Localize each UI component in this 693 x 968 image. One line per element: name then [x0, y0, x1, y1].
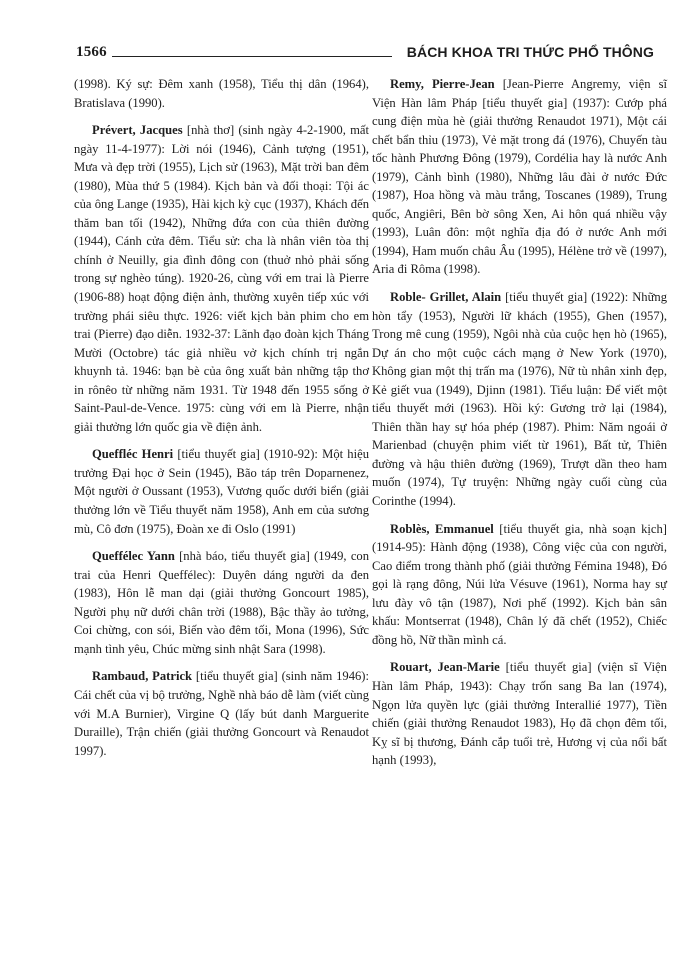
entry-headword: Rouart, Jean-Marie [390, 660, 500, 675]
entry-headword: Queffléc Henri [92, 447, 174, 462]
entry-headword: Rambaud, Patrick [92, 669, 193, 684]
entry-prevert [74, 121, 369, 436]
entry-body: [Jean-Pierre Angremy, viện sĩ Viện Hàn lâm Pháp [tiểu thuyết gia] (1937): Cướp phá cung điện mùa hè (giải thưởng Renaudot 1971), Một cái chết bẩn thỉu (1973), Vẻ mặt trong đá (1976), Chuyến tàu tốc hành Phương Đông (1979), Cordélia hay là nước Anh (1979), Cảnh bình (1980), Những lâu đài ở nước Đức (1987), Hoa hồng và màu trắng, Toscanes (1989), Trung quốc, Angiêri, Bên bờ sông Xen, Ai hôn quá nhiều vậy (1993), Luân đôn: một nghĩa địa đó ở nước Anh mới (1994), Ham muốn châu Âu (1995), Hélène trở về (1997), Aria đi Rôma (1998). [372, 77, 667, 277]
entry-remy [372, 75, 667, 279]
entry-queffelec-henri [74, 445, 369, 538]
right-column [372, 75, 667, 770]
entry-headword: Roble- Grillet, Alain [390, 290, 502, 305]
entry-robbe-grillet [372, 288, 667, 511]
entry-rambaud [74, 667, 369, 760]
running-title: BÁCH KHOA TRI THỨC PHỔ THÔNG [406, 44, 654, 60]
header-rule [112, 56, 392, 57]
entry-headword: Remy, Pierre-Jean [390, 77, 495, 91]
entry-body: [tiểu thuyết gia] (viện sĩ Viện Hàn lâm Pháp, 1943): Chạy trốn sang Ba lan (1974), Ngọn lửa quyền lực (giải thưởng Interallié 1977), Tiền chiến (giải thưởng Renaudot 1983), Họ đã chọn đêm tối, Kỵ sĩ bị thương, Đánh cắp tuổi trẻ, Hương vị của nổi bất hạnh (1993), [372, 660, 667, 768]
entry-rouart [372, 658, 667, 769]
entry-body: (1998). Ký sự: Đêm xanh (1958), Tiểu thị dân (1964), Bratislava (1990). [74, 77, 369, 110]
running-header [76, 44, 654, 66]
page-number: 1566 [76, 44, 107, 60]
entry-body: [tiểu thuyết gia] (sinh năm 1946): Cái chết của vị bộ trưởng, Nghề nhà báo dễ làm (viết cùng với M.A Burnier), Virgine Q (lấy bút danh Marguerite Duraille), Trận chiến (giải thưởng Goncourt và Renaudot 1997). [74, 669, 370, 758]
entry-body: [tiểu thuyết gia] (1922): Những hòn tẩy (1953), Người lữ khách (1955), Ghen (1957), Trong mê cung (1959), Ngôi nhà của cuộc hẹn hò (1965), Dự án cho một cuộc cách mạng ở New York (1970), Không gian một thị trấn ma (1976), Nữ tù nhân xinh đẹp, Kẻ giết vua (1949), Djinn (1981). Tiểu luận: Để viết một tiểu thuyết mới (1963). Hồi ký: Gương trở lại (1984), Thiên thần hay sự hóa phép (1987). Phim: Năm ngoái ở Marienbad (chuyện phim viết từ 1961), Bất tử, Thiên đường và hậu thiên đường (1969), Trượt dần theo ham muốn (1974), Tự truyện: Những ngày cuối cùng của Corinthe (1994). [372, 290, 667, 509]
entry-body: [tiểu thuyết gia] (1910-92): Một hiệu trưởng Đại học ở Sein (1945), Bão táp trên Doparnenez, Một người ở Oussant (1953), Vương quốc dưới biển (giải thưởng lớn về Tiểu thuyết năm 1958), Anh em của sương mù, Cô đơn (1975), Đoàn xe đi Oslo (1991) [74, 447, 369, 536]
entry-body: [nhà thơ] (sinh ngày 4-2-1900, mất ngày 11-4-1977): Lời nói (1946), Cảnh tượng (1951), Mưa và đẹp trời (1955), Lịch sử (1963), Mặt trời ban đêm (1980), Mùa thứ 5 (1984). Kịch bản và đối thoại: Tội ác của ông Lange (1935), Hài kịch kỳ cục (1937), Khách đến thăm ban tối (1942), Những đứa con của thiên đường (1944), Cánh cửa đêm. Tiểu sử: cha là nhân viên tòa thị chính ở Neuilly, gia đình đông con (thuở nhỏ phải sống trong sự nghèo túng). 1920-26, cùng với em trai là Pierre (1906-88) hoạt động điện ảnh, thường xuyên tiếp xúc với trường phái siêu thực. 1926: viết kịch bản phim cho em trai (Pierre) đạo diễn. 1932-37: Lãnh đạo đoàn kịch Tháng Mười (Octobre) tác giả nhiều vở kịch chính trị ngắn khuynh tả. 1946: bạn bè của ông xuất bản những tập thơ in rônêo từ những năm 1931. Từ 1948 đến 1955 sống ở Saint-Paul-de-Vence. 1975: cùng với em là Pierre, nhận giải thưởng lớn quốc gia về điện ảnh. [74, 123, 369, 434]
entry-continuation [74, 75, 369, 112]
entry-headword: Queffélec Yann [92, 549, 175, 564]
left-column [74, 75, 369, 760]
entry-queffelec-yann [74, 547, 369, 658]
entry-body: [tiểu thuyết gia, nhà soạn kịch] (1914-95): Hành động (1938), Công việc của con người, Cao điểm trong thành phố (giải thưởng Fémina 1948), Đó gọi là rạng đông, Núi lửa Vésuve (1961), Norma hay sự lưu đày vô tận (1987), Nơi phế (1992). Kịch bản sân khấu: Montserrat (1948), Chân lý đã chết (1952), Chiếc đồng hồ, Nữ thần mình cá. [372, 521, 667, 647]
entry-headword: Prévert, Jacques [92, 123, 183, 138]
entry-headword: Roblès, Emmanuel [390, 521, 494, 536]
entry-robles [372, 520, 667, 650]
entry-body: [nhà báo, tiểu thuyết gia] (1949, con trai của Henri Queffélec): Duyên dáng người da đen (1983), Hôn lễ man dại (giải thưởng Goncourt 1985), Người phụ nữ dưới chân trời (1988), Bậc thầy ảo tưởng, Coi chừng, con sói, Biến vào đêm tối, Mona (1996), Sức mạnh tình yêu, Chúc mừng sinh nhật Sara (1998). [74, 549, 369, 656]
